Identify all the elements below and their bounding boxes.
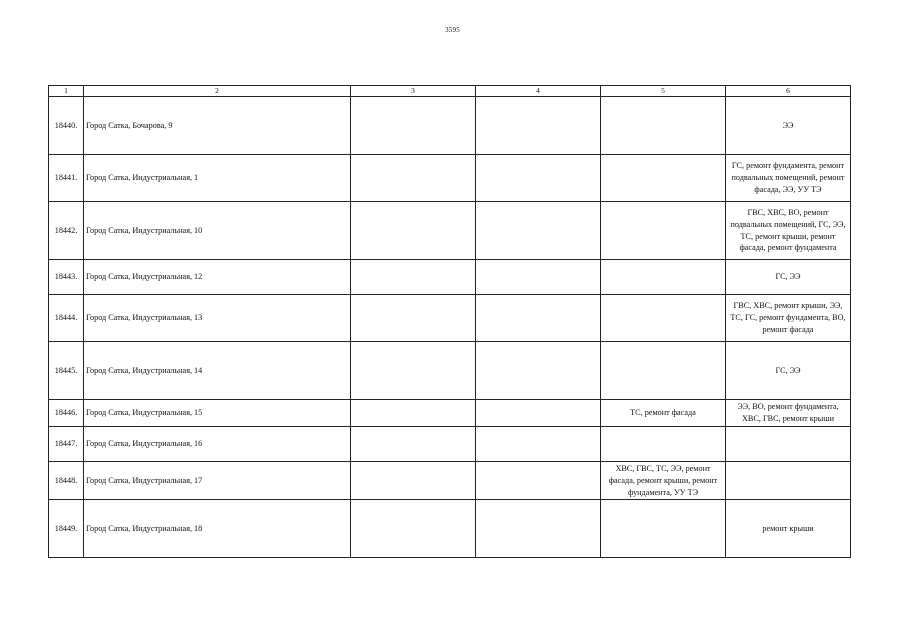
col3-cell [351,97,476,155]
row-number: 18440. [49,97,84,155]
table-row [49,426,851,461]
col6-cell: ЭЭ [726,97,851,155]
table-row [49,97,851,155]
row-number: 18443. [49,260,84,295]
col6-cell: ГС, ЭЭ [726,342,851,400]
col5-cell [601,295,726,342]
col4-cell [476,400,601,427]
col3-cell [351,500,476,558]
col3-cell [351,202,476,260]
col3-cell [351,400,476,427]
col5-cell: ХВС, ГВС, ТС, ЭЭ, ремонт фасада, ремонт крыши, ремонт фундамента, УУ ТЭ [601,461,726,500]
table-row [49,155,851,202]
col6-cell: ремонт крыши [726,500,851,558]
table-row [49,342,851,400]
col5-cell [601,260,726,295]
col3-cell [351,295,476,342]
table-row [49,202,851,260]
address-cell: Город Сатка, Индустриальная, 16 [84,426,351,461]
col5-cell [601,342,726,400]
table-row [49,500,851,558]
header-row [49,86,851,97]
col4-cell [476,500,601,558]
row-number: 18444. [49,295,84,342]
col4-cell [476,155,601,202]
row-number: 18448. [49,461,84,500]
table-row [49,461,851,500]
address-cell: Город Сатка, Индустриальная, 14 [84,342,351,400]
column-header-2: 2 [84,86,351,97]
address-cell: Город Сатка, Индустриальная, 10 [84,202,351,260]
table-row [49,260,851,295]
table-row [49,400,851,427]
col3-cell [351,155,476,202]
row-number: 18446. [49,400,84,427]
address-cell: Город Сатка, Индустриальная, 15 [84,400,351,427]
col6-cell: ГС, ЭЭ [726,260,851,295]
col6-cell: ГВС, ХВС, ремонт крыши, ЭЭ, ТС, ГС, ремонт фундамента, ВО, ремонт фасада [726,295,851,342]
address-cell: Город Сатка, Индустриальная, 1 [84,155,351,202]
column-header-5: 5 [601,86,726,97]
col4-cell [476,426,601,461]
col5-cell [601,97,726,155]
col3-cell [351,260,476,295]
page-number: 3595 [445,26,460,34]
row-number: 18445. [49,342,84,400]
address-cell: Город Сатка, Индустриальная, 13 [84,295,351,342]
col3-cell [351,461,476,500]
column-header-3: 3 [351,86,476,97]
column-header-1: 1 [49,86,84,97]
col5-cell [601,202,726,260]
column-header-6: 6 [726,86,851,97]
col4-cell [476,342,601,400]
col3-cell [351,342,476,400]
col4-cell [476,295,601,342]
col6-cell: ЭЭ, ВО, ремонт фундамента, ХВС, ГВС, ремонт крыши [726,400,851,427]
col6-cell [726,426,851,461]
col5-cell [601,155,726,202]
address-cell: Город Сатка, Индустриальная, 12 [84,260,351,295]
col4-cell [476,97,601,155]
col3-cell [351,426,476,461]
col4-cell [476,461,601,500]
column-header-4: 4 [476,86,601,97]
registry-table [48,85,851,558]
col6-cell: ГС, ремонт фундамента, ремонт подвальных помещений, ремонт фасада, ЭЭ, УУ ТЭ [726,155,851,202]
col6-cell [726,461,851,500]
table-row [49,295,851,342]
col5-cell: ТС, ремонт фасада [601,400,726,427]
col5-cell [601,500,726,558]
address-cell: Город Сатка, Бочарова, 9 [84,97,351,155]
row-number: 18449. [49,500,84,558]
row-number: 18441. [49,155,84,202]
col5-cell [601,426,726,461]
address-cell: Город Сатка, Индустриальная, 18 [84,500,351,558]
address-cell: Город Сатка, Индустриальная, 17 [84,461,351,500]
row-number: 18442. [49,202,84,260]
row-number: 18447. [49,426,84,461]
col4-cell [476,202,601,260]
col6-cell: ГВС, ХВС, ВО, ремонт подвальных помещений, ГС, ЭЭ, ТС, ремонт крыши, ремонт фасада, ремонт фундамента [726,202,851,260]
col4-cell [476,260,601,295]
